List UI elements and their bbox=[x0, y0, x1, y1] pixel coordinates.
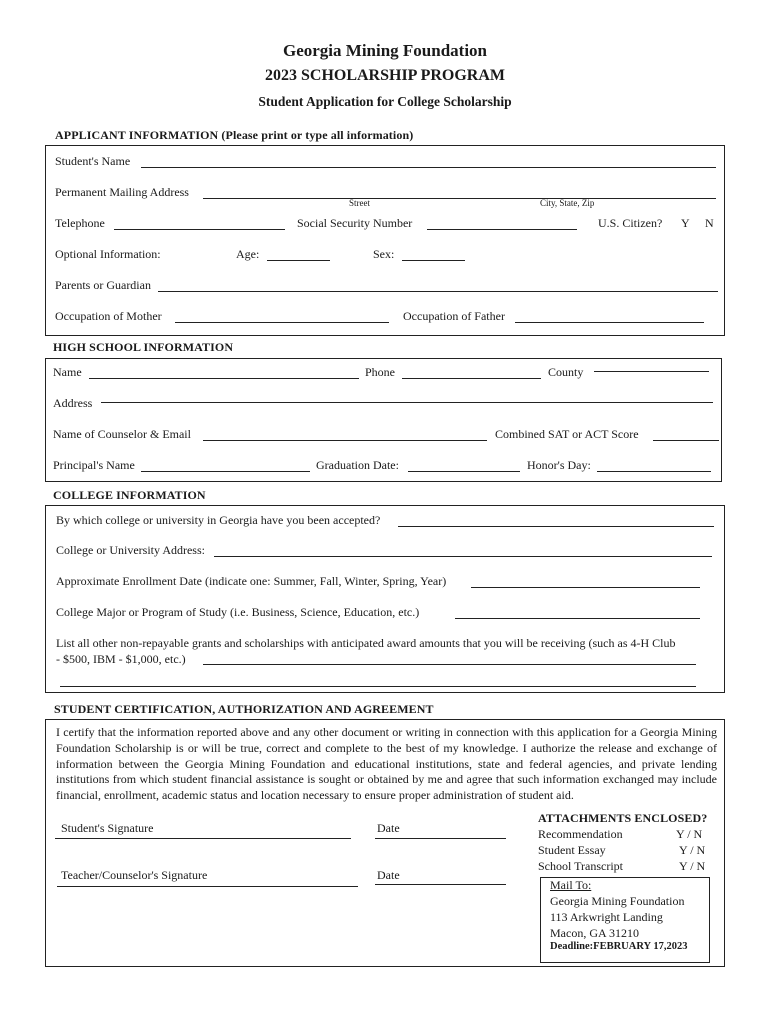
guardian-field[interactable] bbox=[158, 291, 718, 292]
ssn-field[interactable] bbox=[427, 229, 577, 230]
mother-occupation-label: Occupation of Mother bbox=[55, 309, 162, 323]
sex-label: Sex: bbox=[373, 247, 395, 261]
hs-name-field[interactable] bbox=[89, 378, 359, 379]
enrollment-date-label: Approximate Enrollment Date (indicate one: Summer, Fall, Winter, Spring, Year) bbox=[56, 574, 447, 588]
age-label: Age: bbox=[236, 247, 260, 261]
student-signature-label: Student's Signature bbox=[61, 821, 154, 835]
attachment-label: Student Essay bbox=[538, 843, 606, 857]
student-date-field[interactable] bbox=[375, 838, 506, 839]
sex-field[interactable] bbox=[402, 260, 465, 261]
college-major-label: College Major or Program of Study (i.e. Business, Science, Education, etc.) bbox=[56, 605, 420, 619]
attachment-label: School Transcript bbox=[538, 859, 624, 873]
teacher-date-label: Date bbox=[377, 868, 400, 882]
citizen-yes-option[interactable]: Y bbox=[681, 216, 690, 230]
telephone-label: Telephone bbox=[55, 216, 105, 230]
honors-day-label: Honor's Day: bbox=[527, 458, 591, 472]
student-name-field[interactable] bbox=[141, 167, 716, 168]
test-score-field[interactable] bbox=[653, 440, 719, 441]
enrollment-date-field[interactable] bbox=[471, 587, 700, 588]
optional-info-label: Optional Information: bbox=[55, 247, 161, 261]
attachment-choice[interactable]: Y / N bbox=[679, 843, 706, 857]
student-date-label: Date bbox=[377, 821, 400, 835]
age-field[interactable] bbox=[267, 260, 330, 261]
hs-name-label: Name bbox=[53, 365, 82, 379]
student-name-label: Student's Name bbox=[55, 154, 131, 168]
mother-occupation-field[interactable] bbox=[175, 322, 389, 323]
deadline: Deadline:FEBRUARY 17,2023 bbox=[550, 941, 688, 952]
graduation-date-label: Graduation Date: bbox=[316, 458, 399, 472]
teacher-signature-label: Teacher/Counselor's Signature bbox=[61, 868, 208, 882]
principal-label: Principal's Name bbox=[53, 458, 135, 472]
citizen-label: U.S. Citizen? bbox=[598, 216, 663, 230]
program-title: 2023 SCHOLARSHIP PROGRAM bbox=[264, 67, 505, 84]
mail-address-line: Georgia Mining Foundation bbox=[550, 894, 685, 908]
grants-field[interactable] bbox=[203, 664, 696, 665]
mailing-address-label: Permanent Mailing Address bbox=[55, 185, 189, 199]
grants-field-extra-line[interactable] bbox=[60, 686, 696, 687]
attachments-heading: ATTACHMENTS ENCLOSED? bbox=[538, 811, 708, 825]
honors-day-field[interactable] bbox=[597, 471, 711, 472]
grants-label-line-2: - $500, IBM - $1,000, etc.) bbox=[56, 652, 186, 666]
high-school-heading: HIGH SCHOOL INFORMATION bbox=[53, 340, 234, 354]
hs-address-field[interactable] bbox=[101, 402, 713, 403]
college-accepted-field[interactable] bbox=[398, 526, 714, 527]
hs-county-label: County bbox=[548, 365, 584, 379]
college-address-field[interactable] bbox=[214, 556, 712, 557]
hs-county-field[interactable] bbox=[594, 371, 709, 372]
mail-to-label: Mail To: bbox=[550, 878, 592, 892]
hs-address-label: Address bbox=[53, 396, 93, 410]
applicant-section bbox=[45, 145, 725, 336]
applicant-heading: APPLICANT INFORMATION (Please print or type all information) bbox=[55, 128, 414, 142]
certification-text: I certify that the information reported above and any other document or writing in connection with this application for a Georgia Mining Foundation Scholarship is or will be true, correct and complete to the best of my knowledge. I authorize the release and exchange of information between the Georgia Mining Foundation and educational institutions, state and federal agencies, and private lending institutions from which student financial assistance is sought or obtained by me and agree that such information exchanged may include financial, enrollment, academic status and location necessary to ensure proper administration of student aid. bbox=[56, 725, 717, 803]
hs-phone-label: Phone bbox=[365, 365, 395, 379]
teacher-date-field[interactable] bbox=[375, 884, 506, 885]
college-address-label: College or University Address: bbox=[56, 543, 205, 557]
grants-label-line-1: List all other non-repayable grants and scholarships with anticipated award amounts that you will be receiving (such as 4-H Club bbox=[56, 636, 676, 650]
ssn-label: Social Security Number bbox=[297, 216, 413, 230]
test-score-label: Combined SAT or ACT Score bbox=[495, 427, 639, 441]
mail-address-line: Macon, GA 31210 bbox=[550, 926, 639, 940]
telephone-field[interactable] bbox=[114, 229, 285, 230]
principal-field[interactable] bbox=[141, 471, 310, 472]
attachment-label: Recommendation bbox=[538, 827, 623, 841]
attachment-choice[interactable]: Y / N bbox=[679, 859, 706, 873]
father-occupation-field[interactable] bbox=[515, 322, 704, 323]
city-state-zip-hint: City, State, Zip bbox=[540, 198, 595, 208]
college-accepted-label: By which college or university in Georgia have you been accepted? bbox=[56, 513, 381, 527]
counselor-field[interactable] bbox=[203, 440, 487, 441]
counselor-label: Name of Counselor & Email bbox=[53, 427, 191, 441]
citizen-no-option[interactable]: N bbox=[705, 216, 714, 230]
mail-address-line: 113 Arkwright Landing bbox=[550, 910, 663, 924]
student-signature-field[interactable] bbox=[55, 838, 351, 839]
street-hint: Street bbox=[349, 198, 370, 208]
certification-heading: STUDENT CERTIFICATION, AUTHORIZATION AND AGREEMENT bbox=[54, 702, 434, 716]
teacher-signature-field[interactable] bbox=[57, 886, 358, 887]
org-title: Georgia Mining Foundation bbox=[282, 41, 488, 60]
father-occupation-label: Occupation of Father bbox=[403, 309, 505, 323]
college-major-field[interactable] bbox=[455, 618, 700, 619]
hs-phone-field[interactable] bbox=[402, 378, 541, 379]
attachment-choice[interactable]: Y / N bbox=[676, 827, 703, 841]
guardian-label: Parents or Guardian bbox=[55, 278, 151, 292]
college-heading: COLLEGE INFORMATION bbox=[53, 488, 206, 502]
mailing-address-field[interactable] bbox=[203, 198, 716, 199]
graduation-date-field[interactable] bbox=[408, 471, 520, 472]
form-subtitle: Student Application for College Scholarship bbox=[258, 94, 512, 109]
